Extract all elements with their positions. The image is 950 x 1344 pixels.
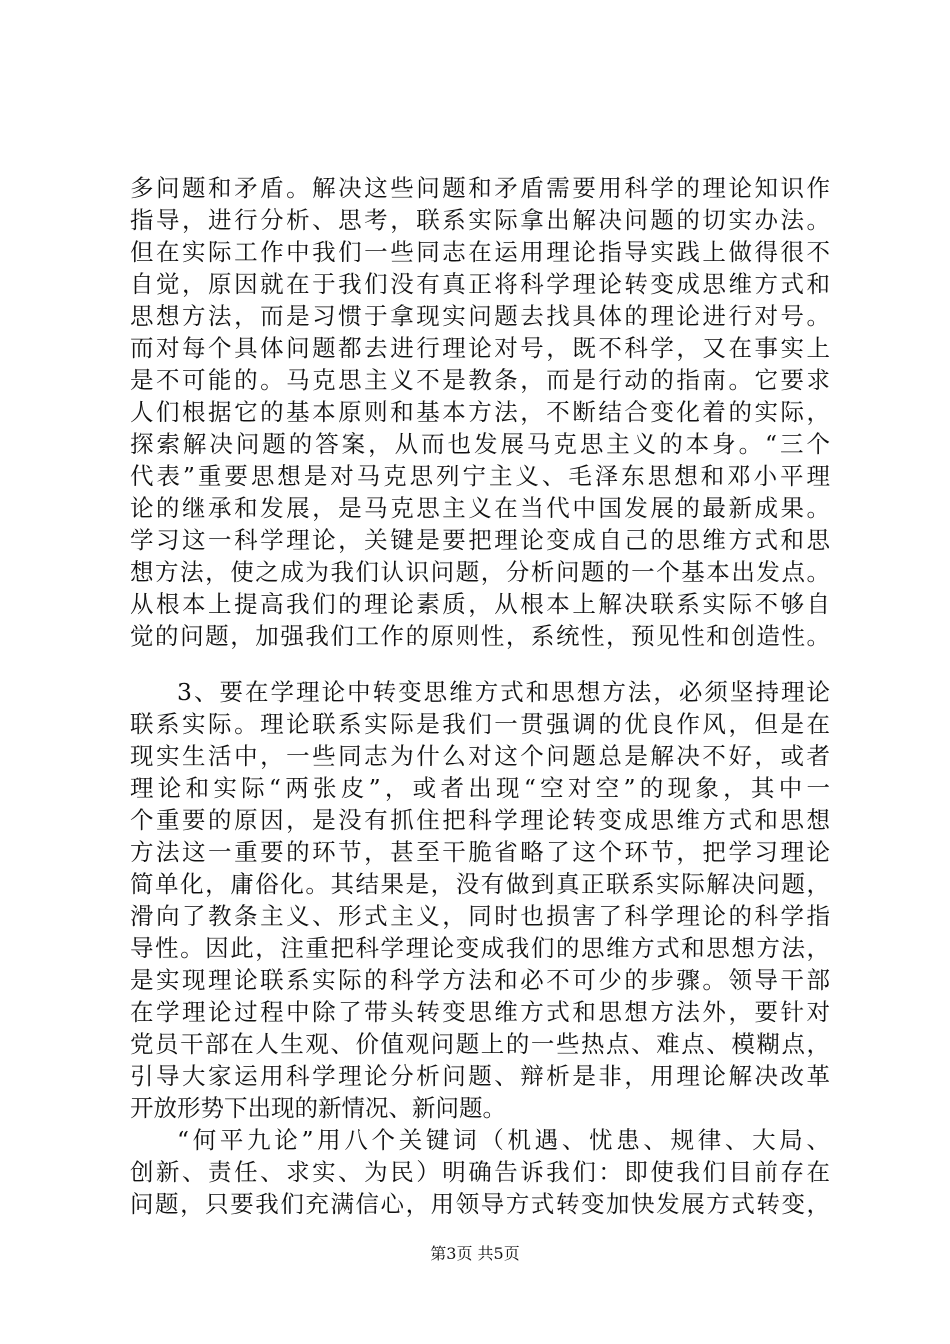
page-number-footer: 第3页 共5页 bbox=[430, 1244, 520, 1263]
paragraph-line: 问题，只要我们充满信心，用领导方式转变加快发展方式转变， bbox=[130, 1190, 830, 1218]
paragraph-line: 指导，进行分析、思考，联系实际拿出解决问题的切实办法。 bbox=[130, 206, 830, 234]
paragraph-line: 创新、责任、求实、为民）明确告诉我们：即使我们目前存在 bbox=[130, 1158, 830, 1186]
paragraph-line: 在学理论过程中除了带头转变思维方式和思想方法外，要针对 bbox=[130, 998, 830, 1026]
paragraph-line: 学习这一科学理论，关键是要把理论变成自己的思维方式和思 bbox=[130, 526, 830, 554]
paragraph-line: 开放形势下出现的新情况、新问题。 bbox=[130, 1094, 506, 1122]
paragraph-line: 想方法，使之成为我们认识问题，分析问题的一个基本出发点。 bbox=[130, 558, 830, 586]
paragraph-line: 引导大家运用科学理论分析问题、辩析是非，用理论解决改革 bbox=[130, 1062, 830, 1090]
paragraph-line: 自觉，原因就在于我们没有真正将科学理论转变成思维方式和 bbox=[130, 270, 830, 298]
paragraph-line: 但在实际工作中我们一些同志在运用理论指导实践上做得很不 bbox=[130, 238, 830, 266]
paragraph-line: 是实现理论联系实际的科学方法和必不可少的步骤。领导干部 bbox=[130, 966, 830, 994]
paragraph-line: 理论和实际“两张皮”，或者出现“空对空”的现象，其中一 bbox=[130, 774, 830, 802]
paragraph-line: 论的继承和发展，是马克思主义在当代中国发展的最新成果。 bbox=[130, 494, 830, 522]
paragraph-line: 简单化，庸俗化。其结果是，没有做到真正联系实际解决问题， bbox=[130, 870, 830, 898]
paragraph-line: 现实生活中，一些同志为什么对这个问题总是解决不好，或者 bbox=[130, 742, 830, 770]
paragraph-line: 而对每个具体问题都去进行理论对号，既不科学，又在事实上 bbox=[130, 334, 830, 362]
paragraph-line: 探索解决问题的答案，从而也发展马克思主义的本身。“三个 bbox=[130, 430, 830, 458]
paragraph-line: 滑向了教条主义、形式主义，同时也损害了科学理论的科学指 bbox=[130, 902, 830, 930]
paragraph-line: 联系实际。理论联系实际是我们一贯强调的优良作风，但是在 bbox=[130, 710, 830, 738]
paragraph-line: 3、要在学理论中转变思维方式和思想方法，必须坚持理论 bbox=[177, 678, 830, 706]
paragraph-line: “何平九论”用八个关键词（机遇、忧患、规律、大局、 bbox=[177, 1126, 830, 1154]
paragraph-line: 方法这一重要的环节，甚至干脆省略了这个环节，把学习理论 bbox=[130, 838, 830, 866]
paragraph-line: 觉的问题，加强我们工作的原则性，系统性，预见性和创造性。 bbox=[130, 622, 830, 650]
paragraph-line: 人们根据它的基本原则和基本方法，不断结合变化着的实际， bbox=[130, 398, 830, 426]
paragraph-line: 导性。因此，注重把科学理论变成我们的思维方式和思想方法， bbox=[130, 934, 830, 962]
paragraph-line: 思想方法，而是习惯于拿现实问题去找具体的理论进行对号。 bbox=[130, 302, 830, 330]
paragraph-line: 是不可能的。马克思主义不是教条，而是行动的指南。它要求 bbox=[130, 366, 830, 394]
paragraph-line: 从根本上提高我们的理论素质，从根本上解决联系实际不够自 bbox=[130, 590, 830, 618]
paragraph-line: 党员干部在人生观、价值观问题上的一些热点、难点、模糊点， bbox=[130, 1030, 830, 1058]
paragraph-line: 代表”重要思想是对马克思列宁主义、毛泽东思想和邓小平理 bbox=[130, 462, 830, 490]
paragraph-line: 多问题和矛盾。解决这些问题和矛盾需要用科学的理论知识作 bbox=[130, 174, 830, 202]
paragraph-line: 个重要的原因，是没有抓住把科学理论转变成思维方式和思想 bbox=[130, 806, 830, 834]
